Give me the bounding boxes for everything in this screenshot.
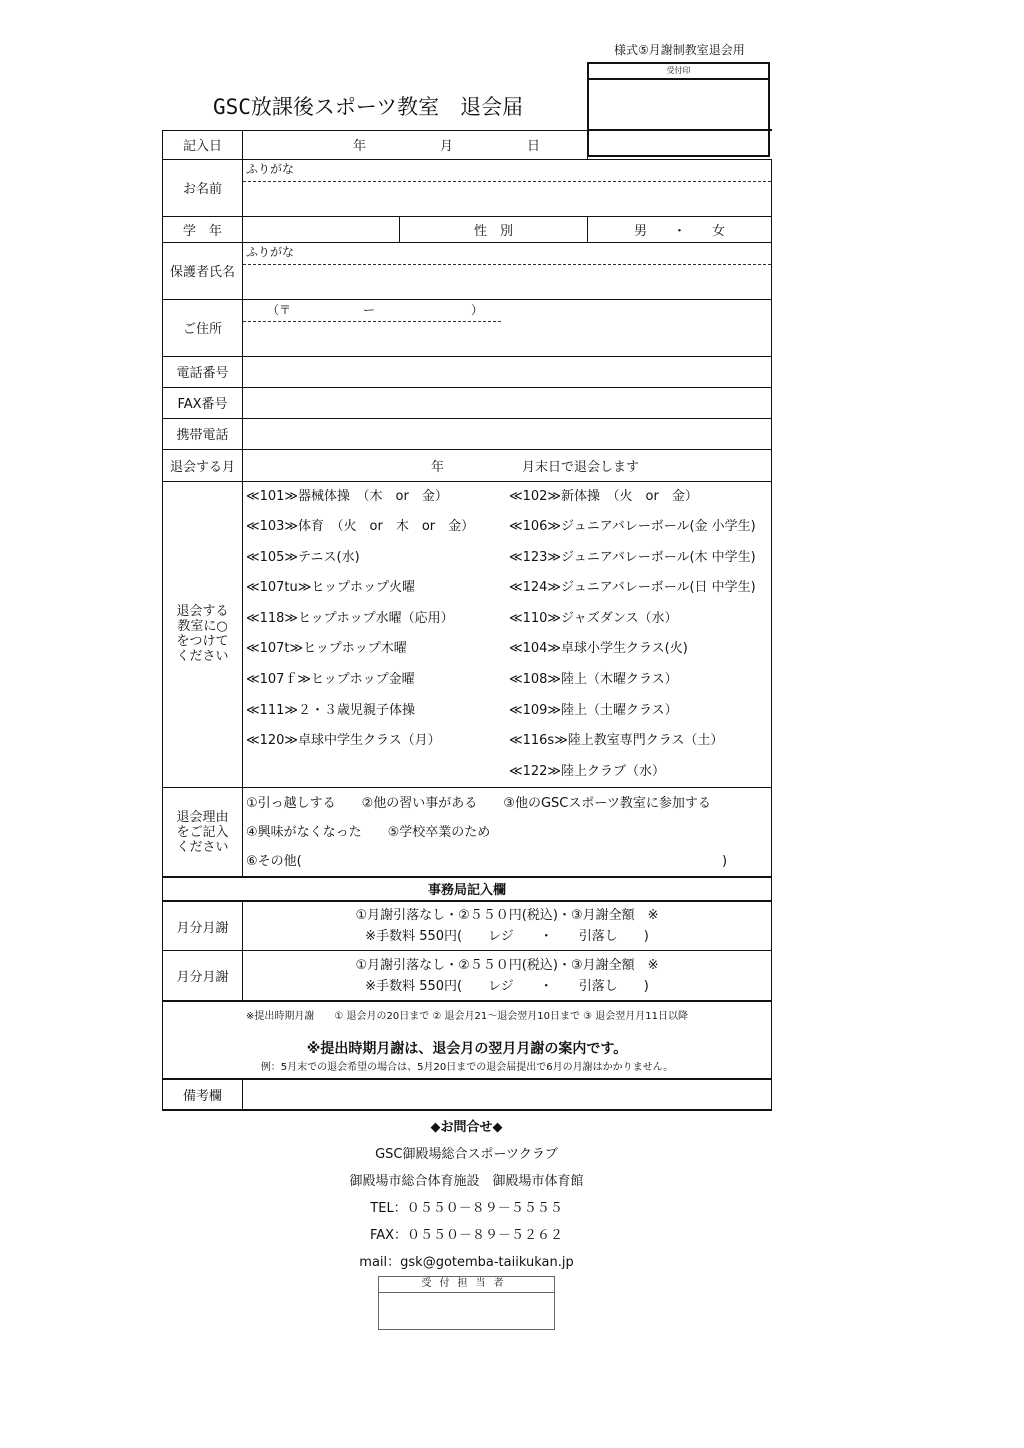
fee-options-2 <box>243 951 772 1001</box>
example-note: 例：5月末での退会希望の場合は、5月20日までの退会届提出で6月の月謝はかかりません。 <box>260 1061 674 1073</box>
phone-label: 電話番号 <box>163 356 243 387</box>
reason-other[interactable] <box>243 847 771 876</box>
withdrawal-form <box>162 129 772 1111</box>
fee-line-2: ※手数料 550円( レジ ・ 引落し ) <box>365 929 649 945</box>
fax-label: FAX番号 <box>163 387 243 418</box>
fee-line-2: ※手数料 550円( レジ ・ 引落し ) <box>365 978 649 994</box>
mobile-label: 携帯電話 <box>163 418 243 449</box>
timing-note: ※提出時期月謝 ① 退会月の20日まで ② 退会月21～退会翌月10日まで ③ 退会翌月月11日以降 <box>245 1010 689 1022</box>
course-option[interactable]: ≪109≫陸上（土曜クラス） <box>509 702 678 718</box>
class-select-label: 退会する教室に○をつけてください <box>163 481 243 788</box>
name-field[interactable] <box>243 159 772 216</box>
main-note: ※提出時期月謝は、退会月の翌月月謝の案内です。 <box>306 1040 628 1057</box>
date-year: 年 <box>353 139 367 154</box>
phone-row <box>163 356 772 387</box>
mobile-row <box>163 418 772 449</box>
course-option[interactable]: ≪105≫テニス(水) <box>246 549 360 565</box>
date-day: 日 <box>527 139 541 154</box>
course-option[interactable]: ≪107tu≫ヒップホップ火曜 <box>246 580 415 596</box>
name-label: お名前 <box>163 159 243 216</box>
notes-cell <box>163 1001 772 1079</box>
address-label: ご住所 <box>163 299 243 356</box>
withdraw-month-row <box>163 449 772 481</box>
page-title: GSC放課後スポーツ教室 退会届 <box>213 95 524 119</box>
reason-line-2[interactable]: ④興味がなくなった ⑤学校卒業のため <box>246 824 491 840</box>
contact-fax: FAX：０５５０－８９－５２６２ <box>369 1228 564 1243</box>
remarks-field[interactable] <box>243 1079 772 1110</box>
course-option[interactable]: ≪104≫卓球小学生クラス(火) <box>509 641 688 657</box>
reason-other-text: ⑥その他( <box>246 853 302 869</box>
course-option[interactable]: ≪123≫ジュニアバレーボール(木 中学生) <box>509 549 756 565</box>
contact-org: GSC御殿場総合スポーツクラブ <box>375 1147 558 1162</box>
mobile-field[interactable] <box>243 418 772 449</box>
fee-label-2: 月分月謝 <box>163 951 243 1001</box>
office-section-title: 事務局記入欄 <box>163 877 772 901</box>
reception-staff-box <box>378 1276 555 1330</box>
office-section-row <box>163 877 772 901</box>
contact-facility: 御殿場市総合体育施設 御殿場市体育館 <box>349 1174 584 1189</box>
courses-list <box>243 481 772 788</box>
reason-label: 退会理由をご記入ください <box>163 788 243 877</box>
gender-label: 性 別 <box>400 216 588 242</box>
contact-tel: TEL：０５５０－８９－５５５５ <box>370 1201 563 1216</box>
course-option[interactable]: ≪118≫ヒップホップ水曜（応用） <box>246 610 454 626</box>
fee-row-1 <box>163 901 772 951</box>
remarks-label: 備考欄 <box>163 1079 243 1110</box>
course-option[interactable]: ≪120≫卓球中学生クラス（月） <box>246 733 441 749</box>
spacer <box>588 130 772 159</box>
course-option[interactable]: ≪106≫ジュニアバレーボール(金 小学生) <box>509 519 756 535</box>
reception-label: 受付担当者 <box>379 1277 554 1293</box>
course-option[interactable]: ≪122≫陸上クラブ（水） <box>509 763 666 779</box>
form-code: 様式⑤月謝制教室退会用 <box>614 43 745 57</box>
name-row <box>163 159 772 216</box>
reason-row <box>163 788 772 877</box>
guardian-row <box>163 242 772 299</box>
date-month: 月 <box>440 139 454 154</box>
course-option[interactable]: ≪108≫陸上（木曜クラス） <box>509 672 678 688</box>
withdraw-month-text: 年 月末日で退会します <box>431 459 640 475</box>
notes-row <box>163 1001 772 1079</box>
course-option[interactable]: ≪102≫新体操 （火 or 金） <box>509 488 698 504</box>
fee-options-1 <box>243 901 772 951</box>
course-option[interactable]: ≪107t≫ヒップホップ木曜 <box>246 641 407 657</box>
entry-date-label: 記入日 <box>163 130 243 159</box>
address-row <box>163 299 772 356</box>
fee-label-1: 月分月謝 <box>163 901 243 951</box>
guardian-field[interactable] <box>243 242 772 299</box>
fax-field[interactable] <box>243 387 772 418</box>
course-option-empty <box>246 757 509 788</box>
stamp-label: 受付印 <box>589 64 768 80</box>
courses-row <box>163 481 772 788</box>
entry-date-row <box>163 130 772 159</box>
fee-line-1: ①月謝引落なし・②５５０円(税込)・③月謝全額 ※ <box>355 957 659 973</box>
contact-heading: ◆お問合せ◆ <box>430 1120 503 1135</box>
entry-date-field[interactable] <box>243 130 588 159</box>
course-option[interactable]: ≪124≫ジュニアバレーボール(日 中学生) <box>509 580 756 596</box>
gender-options[interactable]: 男 ・ 女 <box>588 216 772 242</box>
reason-options <box>243 788 772 877</box>
postal-code: （〒 ー ） <box>243 300 501 322</box>
fee-line-1: ①月謝引落なし・②５５０円(税込)・③月謝全額 ※ <box>355 908 659 924</box>
course-option[interactable]: ≪111≫２・３歳児親子体操 <box>246 702 416 718</box>
course-option[interactable]: ≪103≫体育 （火 or 木 or 金） <box>246 519 475 535</box>
withdraw-month-label: 退会する月 <box>163 449 243 481</box>
fax-row <box>163 387 772 418</box>
phone-field[interactable] <box>243 356 772 387</box>
remarks-row <box>163 1079 772 1110</box>
reason-other-close: ) <box>721 853 728 869</box>
name-furigana: ふりがな <box>243 160 771 182</box>
guardian-label: 保護者氏名 <box>163 242 243 299</box>
reason-line-1[interactable]: ①引っ越しする ②他の習い事がある ③他のGSCスポーツ教室に参加する <box>246 795 711 811</box>
address-field[interactable] <box>243 299 772 356</box>
course-option[interactable]: ≪116s≫陸上教室専門クラス（土） <box>509 733 724 749</box>
withdraw-month-field[interactable] <box>243 449 772 481</box>
course-option[interactable]: ≪101≫器械体操 （木 or 金） <box>246 488 448 504</box>
grade-gender-row <box>163 216 772 242</box>
guardian-furigana: ふりがな <box>243 243 771 265</box>
fee-row-2 <box>163 951 772 1001</box>
course-option[interactable]: ≪107ｆ≫ヒップホップ金曜 <box>246 672 415 688</box>
grade-field[interactable] <box>243 216 400 242</box>
contact-mail: mail：gsk@gotemba-taiikukan.jp <box>359 1255 574 1270</box>
course-option[interactable]: ≪110≫ジャズダンス（水） <box>509 610 678 626</box>
grade-label: 学 年 <box>163 216 243 242</box>
